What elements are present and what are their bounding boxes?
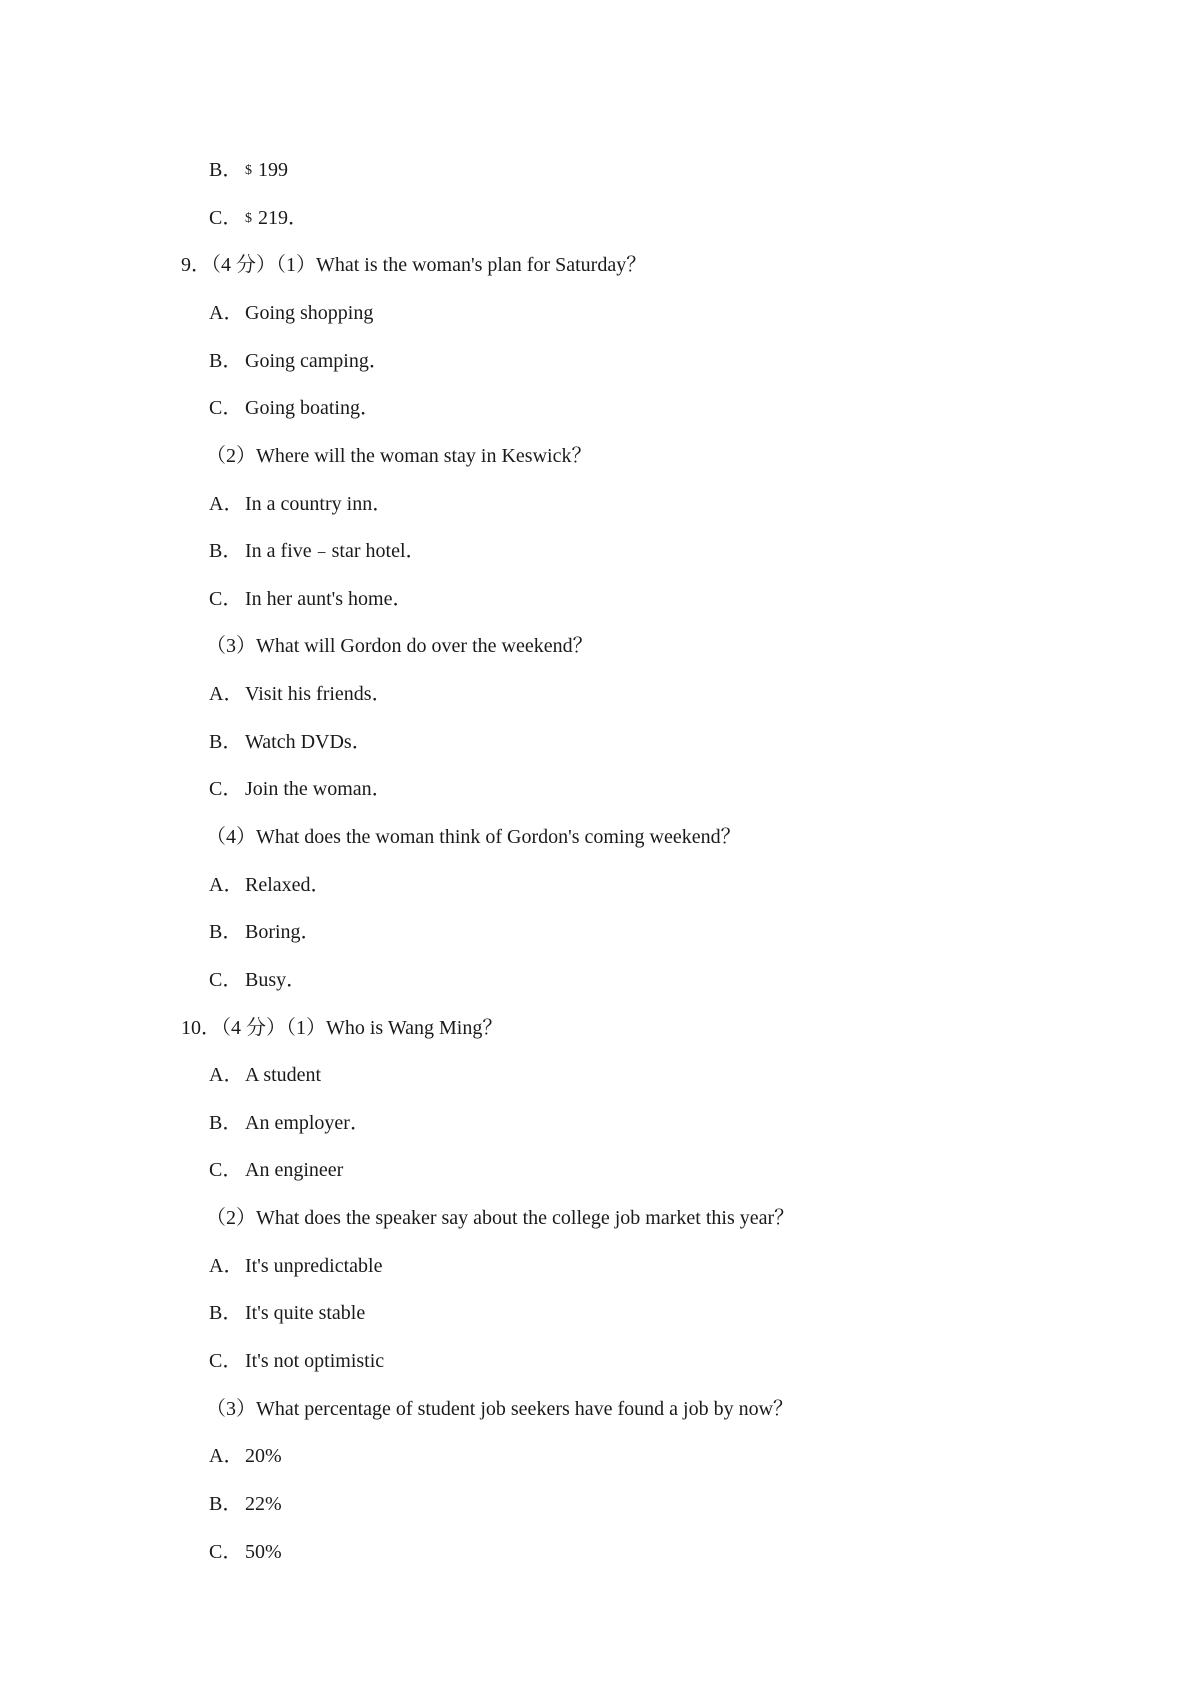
option-text: Busy． <box>245 969 307 991</box>
sub-question: （2）Where will the woman stay in Keswick？ <box>206 445 592 467</box>
option-text: 50% <box>245 1541 282 1563</box>
option-c <box>209 1349 384 1373</box>
option-letter: C． <box>209 588 243 610</box>
option-a <box>209 1254 382 1278</box>
option-b <box>209 1301 365 1325</box>
option-text: Going camping． <box>245 350 389 372</box>
option-letter: A． <box>209 683 244 705</box>
option-letter: B． <box>209 1493 243 1515</box>
option-text: In her aunt's home． <box>245 588 413 610</box>
option-text: 20% <box>245 1445 282 1467</box>
option-letter: B． <box>209 540 243 562</box>
option-c <box>209 968 306 992</box>
option-letter: A． <box>209 1255 244 1277</box>
question-9-heading: 9．（4 分）（1）What is the woman's plan for Saturday？ <box>181 254 647 276</box>
option-a <box>209 492 392 516</box>
option-text: 22% <box>245 1493 282 1515</box>
option-a <box>209 1444 282 1468</box>
option-b <box>209 1111 370 1135</box>
option-b-q8 <box>209 158 288 183</box>
option-a <box>209 873 331 897</box>
sub-question: （3）What percentage of student job seekers have found a job by now？ <box>206 1398 794 1420</box>
option-letter: C． <box>209 969 243 991</box>
option-text: 219． <box>258 207 308 229</box>
option-c <box>209 1540 282 1564</box>
option-c <box>209 587 412 611</box>
option-text: In a five﹣star hotel． <box>245 540 426 562</box>
sub-question: （2）What does the speaker say about the college job market this year？ <box>206 1207 795 1229</box>
option-letter: C． <box>209 397 243 419</box>
option-letter: C． <box>209 207 243 229</box>
option-letter: A． <box>209 493 244 515</box>
option-a <box>209 301 373 325</box>
option-c <box>209 1158 343 1182</box>
currency-symbol: $ <box>245 211 252 226</box>
option-a <box>209 1063 321 1087</box>
option-text: Going shopping <box>245 302 374 324</box>
option-text: An engineer <box>245 1159 344 1181</box>
option-text: Boring． <box>245 921 321 943</box>
option-a <box>209 682 392 706</box>
option-letter: B． <box>209 350 243 372</box>
option-c <box>209 396 380 420</box>
option-text: It's quite stable <box>245 1302 366 1324</box>
currency-symbol: $ <box>245 163 252 178</box>
option-letter: B． <box>209 1112 243 1134</box>
option-b <box>209 1492 282 1516</box>
option-text: Going boating． <box>245 397 380 419</box>
option-text: It's not optimistic <box>245 1350 385 1372</box>
option-c-q8 <box>209 206 308 231</box>
option-letter: A． <box>209 874 244 896</box>
option-letter: A． <box>209 1064 244 1086</box>
option-b <box>209 349 389 373</box>
option-text: It's unpredictable <box>245 1255 383 1277</box>
option-letter: B． <box>209 731 243 753</box>
option-letter: A． <box>209 1445 244 1467</box>
option-text: A student <box>245 1064 322 1086</box>
option-b <box>209 539 426 563</box>
question-10-heading: 10．（4 分）（1）Who is Wang Ming？ <box>181 1017 503 1039</box>
option-b <box>209 920 321 944</box>
option-letter: B． <box>209 159 243 181</box>
sub-question: （4）What does the woman think of Gordon's coming weekend？ <box>206 826 741 848</box>
option-letter: C． <box>209 778 243 800</box>
option-letter: C． <box>209 1159 243 1181</box>
option-text: Relaxed． <box>245 874 331 896</box>
option-text: Watch DVDs． <box>245 731 372 753</box>
sub-question: （3）What will Gordon do over the weekend？ <box>206 635 593 657</box>
option-text: Join the woman． <box>245 778 392 800</box>
option-b <box>209 730 372 754</box>
option-letter: B． <box>209 921 243 943</box>
option-letter: B． <box>209 1302 243 1324</box>
option-letter: C． <box>209 1541 243 1563</box>
option-c <box>209 777 392 801</box>
option-text: Visit his friends． <box>245 683 392 705</box>
option-letter: A． <box>209 302 244 324</box>
option-text: An employer． <box>245 1112 370 1134</box>
option-letter: C． <box>209 1350 243 1372</box>
option-text: 199 <box>258 159 288 181</box>
option-text: In a country inn． <box>245 493 393 515</box>
